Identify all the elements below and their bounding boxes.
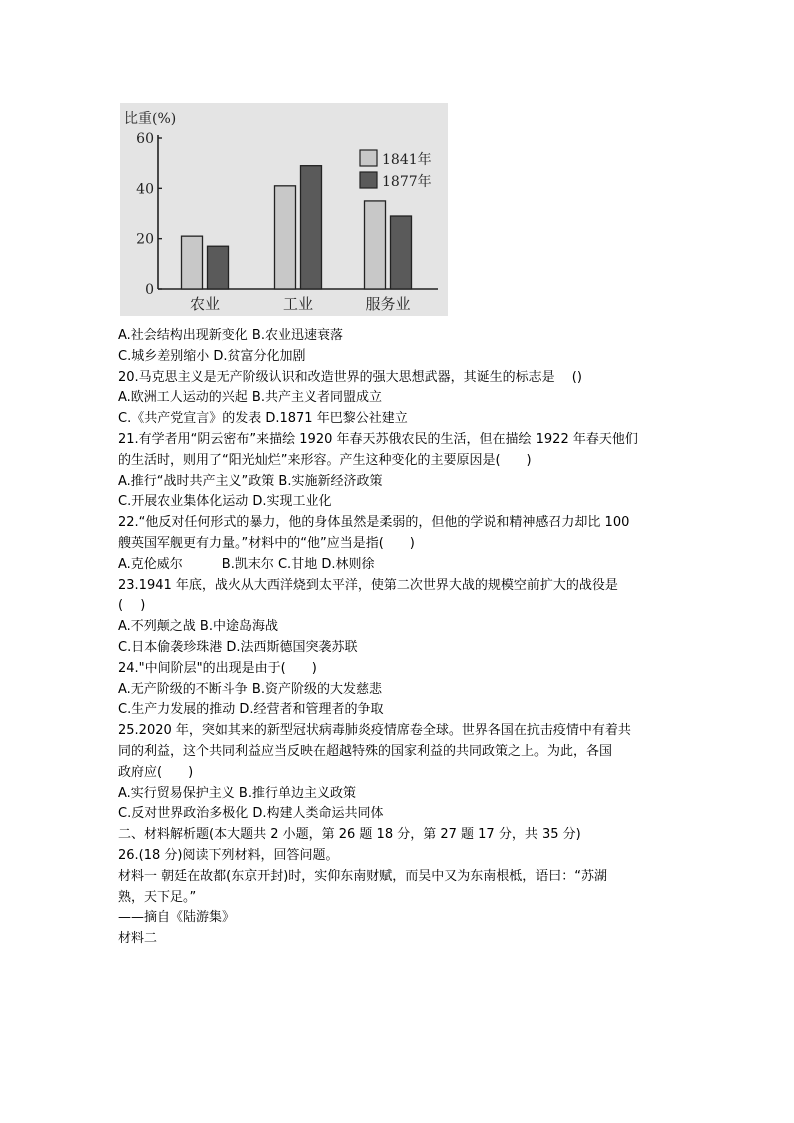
text-line: 政府应( ) [118, 764, 194, 780]
text-line: A.欧洲工人运动的兴起 B.共产主义者同盟成立 [118, 390, 382, 406]
text-line: 材料二 [118, 931, 158, 947]
y-tick-label: 0 [145, 282, 154, 298]
bar [365, 201, 386, 289]
text-line: 20.马克思主义是无产阶级认识和改造世界的强大思想武器，其诞生的标志是 () [118, 369, 582, 385]
bar [208, 246, 229, 289]
bar [275, 186, 296, 289]
text-line: 艘英国军舰更有力量。”材料中的“他”应当是指( ) [118, 535, 415, 551]
text-line: ——摘自《陆游集》 [118, 910, 236, 926]
text-line: C.反对世界政治多极化 D.构建人类命运共同体 [118, 806, 384, 822]
y-tick-label: 20 [136, 231, 154, 248]
question-text [118, 326, 678, 950]
text-line: 21.有学者用“阴云密布”来描绘 1920 年春天苏俄农民的生活，但在描绘 1922 年春天他们 [118, 431, 638, 447]
text-line: 24."中间阶层"的出现是由于( ) [118, 660, 317, 676]
text-line: C.开展农业集体化运动 D.实现工业化 [118, 494, 332, 510]
bar-chart [120, 103, 448, 316]
legend-label: 1841年 [382, 152, 432, 168]
bar [182, 236, 203, 289]
text-line: 二、材料解析题(本大题共 2 小题，第 26 题 18 分，第 27 题 17 分，共 35 分) [118, 827, 581, 843]
text-line: 熟，天下足。” [118, 889, 197, 905]
text-line: 22.“他反对任何形式的暴力，他的身体虽然是柔弱的，但他的学说和精神感召力却比 100 [118, 515, 630, 531]
text-line: ( ) [118, 598, 146, 614]
text-line: C.《共产党宣言》的发表 D.1871 年巴黎公社建立 [118, 411, 408, 427]
text-line: C.城乡差别缩小 D.贫富分化加剧 [118, 348, 306, 364]
legend-swatch [360, 150, 377, 166]
y-tick-label: 40 [136, 181, 154, 198]
bar [391, 216, 412, 289]
x-tick-label: 服务业 [365, 295, 411, 313]
text-line: A.实行贸易保护主义 B.推行单边主义政策 [118, 785, 356, 801]
text-line: 的生活时，则用了“阳光灿烂”来形容。产生这种变化的主要原因是( ) [118, 452, 532, 468]
text-line: 同的利益，这个共同利益应当反映在超越特殊的国家利益的共同政策之上。为此，各国 [118, 743, 613, 759]
x-tick-label: 工业 [282, 295, 314, 313]
y-tick-label: 60 [136, 131, 154, 147]
text-line: 25.2020 年，突如其来的新型冠状病毒肺炎疫情席卷全球。世界各国在抗击疫情中有着共 [118, 723, 631, 739]
x-tick-label: 农业 [189, 295, 221, 313]
text-line: A.不列颠之战 B.中途岛海战 [118, 619, 278, 635]
text-line: A.推行“战时共产主义”政策 B.实施新经济政策 [118, 473, 383, 489]
text-line: C.生产力发展的推动 D.经营者和管理者的争取 [118, 702, 384, 718]
text-line: A.社会结构出现新变化 B.农业迅速衰落 [118, 328, 343, 343]
legend-label: 1877年 [382, 174, 432, 190]
legend-swatch [360, 172, 377, 188]
text-line: A.克伦威尔 B.凯末尔 C.甘地 D.林则徐 [118, 556, 375, 572]
bar [301, 166, 322, 289]
y-axis-label: 比重(%) [124, 111, 177, 127]
text-line: A.无产阶级的不断斗争 B.资产阶级的大发慈悲 [118, 681, 382, 697]
text-line: 23.1941 年底，战火从大西洋烧到太平洋，使第二次世界大战的规模空前扩大的战役是 [118, 577, 618, 593]
text-line: 材料一 朝廷在故都(东京开封)时，实仰东南财赋，而吴中又为东南根柢，语曰：“苏湖 [118, 868, 608, 884]
text-line: 26.(18 分)阅读下列材料，回答问题。 [118, 847, 339, 863]
text-line: C.日本偷袭珍珠港 D.法西斯德国突袭苏联 [118, 639, 358, 655]
bar-chart-svg [120, 103, 448, 316]
